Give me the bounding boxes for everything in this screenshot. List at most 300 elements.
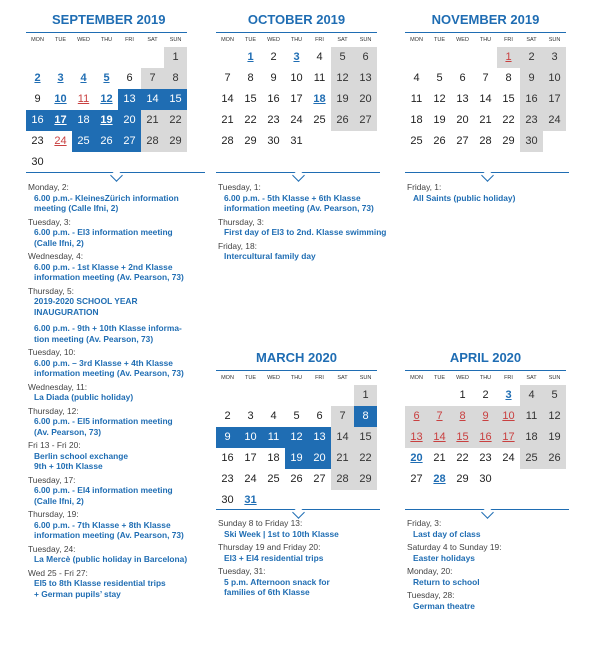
day-grid (26, 47, 187, 173)
day-cell: 3 (293, 51, 300, 63)
day-cell: 20 (456, 114, 469, 126)
day-cell: 14 (479, 93, 492, 105)
day-cell: 29 (456, 473, 469, 485)
day-cell: 15 (354, 427, 377, 448)
day-cell: 7 (224, 72, 231, 84)
day-cell: 27 (354, 110, 377, 131)
event-description: 5 p.m. Afternoon snack for (224, 576, 330, 587)
day-cell: 15 (164, 89, 187, 110)
day-cell: 17 (543, 89, 566, 110)
day-cell: 20 (354, 89, 377, 110)
event-date: Tuesday, 10: (28, 347, 76, 357)
calendar-march (216, 350, 377, 511)
event-description: information meeting (Av. Pearson, 73) (224, 203, 374, 213)
day-cell: 28 (479, 135, 492, 147)
event-date: Thursday, 12: (28, 405, 79, 416)
event-date: Thursday, 5: (28, 285, 74, 296)
event-date: Friday, 18: (218, 240, 257, 251)
empty-day-cell (474, 47, 497, 68)
day-grid (216, 47, 377, 152)
day-cell: 21 (331, 448, 354, 469)
day-cell: 12 (433, 93, 446, 105)
event-date: Monday, 2: (28, 182, 69, 192)
event-description: 6.00 p.m. - EI3 information meeting (34, 227, 173, 237)
day-cell: 15 (502, 93, 515, 105)
empty-day-cell (451, 47, 474, 68)
event-item (407, 590, 587, 611)
week-row (405, 110, 566, 131)
day-cell: 26 (95, 131, 118, 152)
event-item (28, 406, 228, 438)
event-description: EI5 to 8th Klasse residential trips (34, 578, 166, 588)
event-description: information meeting (Av. Pearson, 73) (34, 368, 184, 378)
week-row (26, 68, 187, 89)
weekday-label: FRI (504, 37, 513, 43)
day-cell: 16 (26, 110, 49, 131)
empty-day-cell (118, 152, 141, 173)
weekday-label: SAT (337, 37, 348, 43)
day-cell: 4 (413, 72, 420, 84)
day-cell: 23 (31, 135, 44, 147)
event-item (28, 251, 228, 283)
weekday-label: SUN (169, 37, 182, 43)
day-cell: 25 (410, 135, 423, 147)
day-cell: 17 (244, 452, 257, 464)
calendar-october (216, 12, 377, 152)
day-cell: 15 (244, 93, 257, 105)
day-cell: 5 (103, 72, 110, 84)
day-cell: 6 (405, 406, 428, 427)
empty-day-cell (428, 385, 451, 406)
event-description: 6.00 p.m.- KleinesZürich information (34, 192, 179, 203)
day-cell: 3 (543, 47, 566, 68)
event-description: + German pupils’ stay (34, 588, 121, 599)
empty-day-cell (405, 47, 428, 68)
day-cell: 6 (126, 72, 133, 84)
event-item (28, 286, 228, 345)
empty-day-cell (308, 131, 331, 152)
empty-day-cell (331, 490, 354, 511)
day-cell: 5 (543, 385, 566, 406)
event-description: Last day of class (413, 528, 481, 539)
day-cell: 13 (118, 89, 141, 110)
day-cell: 13 (405, 427, 428, 448)
day-cell: 5 (436, 72, 443, 84)
empty-day-cell (405, 385, 428, 406)
empty-day-cell (216, 385, 239, 406)
weekday-label: SAT (337, 375, 348, 381)
day-cell: 16 (520, 89, 543, 110)
event-description: EI3 + EI4 residential trips (224, 552, 324, 563)
event-date: Tuesday, 31: (218, 566, 266, 576)
event-description: meeting (Calle Ifni, 2) (34, 203, 119, 213)
empty-day-cell (262, 490, 285, 511)
event-description: Return to school (413, 576, 480, 587)
weekday-label: THU (479, 375, 492, 381)
event-description: All Saints (public holiday) (413, 192, 516, 203)
day-cell: 27 (410, 473, 423, 485)
event-date: Friday, 1: (407, 182, 442, 192)
event-item (28, 382, 228, 403)
day-cell: 31 (290, 135, 303, 147)
day-cell: 2 (270, 51, 277, 63)
event-date: Monday, 20: (407, 566, 453, 576)
event-description: 9th + 10th Klasse (34, 461, 103, 471)
weekday-label: MON (31, 37, 44, 43)
day-cell: 30 (479, 473, 492, 485)
event-item (28, 544, 228, 565)
weekday-header (216, 32, 377, 47)
weekday-header (405, 32, 566, 47)
weekday-label: MON (221, 37, 234, 43)
empty-day-cell (118, 47, 141, 68)
day-cell: 11 (410, 93, 423, 105)
day-cell: 18 (267, 452, 280, 464)
event-date: Saturday 4 to Sunday 19: (407, 542, 502, 552)
day-cell: 5 (331, 47, 354, 68)
event-item (28, 182, 228, 214)
week-row (405, 469, 566, 490)
month-title: OCTOBER 2019 (247, 12, 346, 27)
day-cell: 29 (164, 131, 187, 152)
event-description: 6.00 p.m. - 1st Klasse + 2nd Klasse (34, 261, 173, 272)
event-description: INAUGURATION (34, 306, 99, 317)
day-cell: 10 (54, 93, 67, 105)
event-description: Berlin school exchange (34, 450, 129, 461)
day-cell: 22 (164, 110, 187, 131)
week-row (216, 131, 377, 152)
day-cell: 24 (244, 473, 257, 485)
day-cell: 3 (505, 389, 512, 401)
event-item (407, 566, 587, 587)
week-row (405, 131, 566, 152)
day-cell: 16 (221, 452, 234, 464)
event-item (28, 509, 228, 541)
empty-day-cell (354, 131, 377, 152)
weekday-label: FRI (315, 37, 324, 43)
day-cell: 7 (482, 72, 489, 84)
day-cell: 11 (313, 72, 326, 84)
day-cell: 27 (313, 473, 326, 485)
day-cell: 26 (433, 135, 446, 147)
day-cell: 27 (456, 135, 469, 147)
day-cell: 24 (543, 110, 566, 131)
day-cell: 2 (520, 47, 543, 68)
day-cell: 28 (331, 469, 354, 490)
event-description: German theatre (413, 600, 475, 611)
day-cell: 11 (77, 93, 90, 105)
day-cell: 19 (331, 89, 354, 110)
event-date: Tuesday, 3: (28, 216, 71, 227)
weekday-label: TUE (434, 375, 445, 381)
week-row (26, 131, 187, 152)
event-description: 6.00 p.m. - 5th Klasse + 6th Klasse (224, 192, 361, 203)
empty-day-cell (141, 152, 164, 173)
day-cell: 25 (313, 114, 326, 126)
event-date: Wednesday, 11: (28, 381, 88, 392)
week-row (405, 448, 566, 469)
day-cell: 28 (433, 473, 446, 485)
day-grid (405, 385, 566, 490)
day-cell: 29 (244, 135, 257, 147)
week-row (216, 68, 377, 89)
month-title: NOVEMBER 2019 (431, 12, 540, 27)
event-item (28, 440, 228, 472)
weekday-header (405, 370, 566, 385)
event-description: 6.00 p.m. - 7th Klasse + 8th Klasse (34, 519, 171, 530)
day-cell: 7 (141, 68, 164, 89)
week-row (216, 89, 377, 110)
day-cell: 13 (354, 68, 377, 89)
event-item (218, 518, 398, 539)
event-date: Sunday 8 to Friday 13: (218, 518, 303, 528)
week-row (26, 110, 187, 131)
week-row (216, 47, 377, 68)
empty-day-cell (331, 131, 354, 152)
week-row (405, 89, 566, 110)
day-cell: 3 (247, 410, 254, 422)
event-description: (Av. Pearson, 73) (34, 426, 102, 437)
day-cell: 20 (118, 110, 141, 131)
event-description: tion meeting (Av. Pearson, 73) (34, 333, 154, 344)
month-title: APRIL 2020 (449, 350, 522, 365)
event-date: Tuesday, 17: (28, 474, 76, 485)
day-cell: 21 (141, 110, 164, 131)
day-cell: 1 (354, 385, 377, 406)
empty-day-cell (95, 47, 118, 68)
empty-day-cell (216, 47, 239, 68)
day-cell: 10 (497, 406, 520, 427)
event-item (28, 475, 228, 507)
day-cell: 22 (354, 448, 377, 469)
day-grid (216, 385, 377, 511)
event-description: (Calle Ifni, 2) (34, 237, 84, 248)
event-description: Ski Week | 1st to 10th Klasse (224, 528, 339, 539)
day-cell: 4 (316, 51, 323, 63)
day-cell: 12 (285, 427, 308, 448)
day-cell: 10 (239, 427, 262, 448)
empty-day-cell (497, 469, 520, 490)
weekday-label: TUE (245, 37, 256, 43)
day-cell: 2 (482, 389, 489, 401)
empty-day-cell (331, 385, 354, 406)
day-cell: 20 (410, 452, 423, 464)
weekday-label: MON (410, 37, 423, 43)
weekday-label: TUE (245, 375, 256, 381)
day-cell: 30 (221, 494, 234, 506)
week-row (216, 110, 377, 131)
week-row (405, 427, 566, 448)
day-cell: 22 (502, 114, 515, 126)
weekday-label: FRI (504, 375, 513, 381)
empty-day-cell (262, 385, 285, 406)
empty-day-cell (308, 385, 331, 406)
day-cell: 30 (267, 135, 280, 147)
day-cell: 3 (57, 72, 64, 84)
weekday-label: MON (221, 375, 234, 381)
weekday-label: MON (410, 375, 423, 381)
day-cell: 9 (216, 427, 239, 448)
event-description: 6.00 p.m. - 9th + 10th Klasse informa- (34, 323, 182, 333)
day-cell: 5 (293, 410, 300, 422)
day-cell: 18 (313, 93, 326, 105)
event-description: 6.00 p.m. - EI4 information meeting (34, 485, 173, 495)
weekday-label: WED (456, 37, 469, 43)
event-date: Thursday 19 and Friday 20: (218, 542, 321, 552)
day-cell: 31 (244, 494, 257, 506)
event-item (218, 241, 418, 262)
events-april (407, 518, 587, 614)
weekday-label: WED (456, 375, 469, 381)
day-cell: 19 (543, 427, 566, 448)
day-cell: 18 (520, 427, 543, 448)
event-description: La Mercè (public holiday in Barcelona) (34, 554, 188, 564)
day-cell: 7 (331, 406, 354, 427)
events-september (28, 182, 228, 602)
empty-day-cell (141, 47, 164, 68)
empty-day-cell (72, 152, 95, 173)
day-cell: 19 (433, 114, 446, 126)
day-cell: 15 (451, 427, 474, 448)
event-date: Wed 25 - Fri 27: (28, 567, 88, 578)
day-cell: 23 (221, 473, 234, 485)
week-row (216, 469, 377, 490)
day-cell: 25 (72, 131, 95, 152)
weekday-label: THU (290, 37, 303, 43)
day-cell: 24 (290, 114, 303, 126)
day-cell: 17 (497, 427, 520, 448)
day-cell: 11 (262, 427, 285, 448)
weekday-label: SAT (147, 37, 158, 43)
weekday-header (26, 32, 187, 47)
calendar-november (405, 12, 566, 152)
event-description: families of 6th Klasse (224, 587, 310, 597)
day-cell: 1 (247, 51, 254, 63)
day-cell: 14 (141, 89, 164, 110)
day-cell: 4 (80, 72, 87, 84)
day-cell: 25 (267, 473, 280, 485)
events-march (218, 518, 398, 601)
day-cell: 22 (244, 114, 257, 126)
weekday-label: TUE (55, 37, 66, 43)
empty-day-cell (543, 131, 566, 152)
empty-day-cell (428, 47, 451, 68)
day-cell: 19 (285, 448, 308, 469)
section-divider (26, 172, 205, 180)
day-cell: 14 (428, 427, 451, 448)
weekday-label: SAT (526, 375, 537, 381)
week-row (216, 448, 377, 469)
day-cell: 11 (520, 406, 543, 427)
weekday-header (216, 370, 377, 385)
event-item (218, 182, 418, 214)
day-cell: 29 (354, 469, 377, 490)
day-cell: 26 (290, 473, 303, 485)
day-cell: 18 (72, 110, 95, 131)
day-cell: 8 (247, 72, 254, 84)
day-cell: 8 (451, 406, 474, 427)
event-description: Intercultural family day (224, 251, 316, 261)
day-cell: 8 (505, 72, 512, 84)
day-cell: 12 (331, 68, 354, 89)
day-cell: 17 (49, 110, 72, 131)
day-cell: 1 (164, 47, 187, 68)
month-title: MARCH 2020 (256, 350, 337, 365)
empty-day-cell (354, 490, 377, 511)
day-cell: 21 (221, 114, 234, 126)
day-cell: 8 (164, 68, 187, 89)
day-cell: 29 (502, 135, 515, 147)
day-cell: 17 (290, 93, 303, 105)
day-cell: 12 (100, 93, 113, 105)
day-cell: 23 (267, 114, 280, 126)
event-date: Friday, 3: (407, 518, 442, 528)
day-cell: 24 (502, 452, 515, 464)
week-row (26, 152, 187, 173)
weekday-label: WED (267, 375, 280, 381)
empty-day-cell (72, 47, 95, 68)
day-cell: 1 (459, 389, 466, 401)
event-description: 6.00 p.m. – 3rd Klasse + 4th Klasse (34, 357, 173, 368)
day-cell: 13 (456, 93, 469, 105)
weekday-label: WED (267, 37, 280, 43)
week-row (405, 68, 566, 89)
weekday-label: WED (77, 37, 90, 43)
day-cell: 10 (290, 72, 303, 84)
events-november (407, 182, 587, 206)
weekday-label: SUN (359, 375, 372, 381)
week-row (26, 89, 187, 110)
event-item (407, 518, 587, 539)
month-title: SEPTEMBER 2019 (52, 12, 166, 27)
calendar-september (26, 12, 187, 173)
weekday-label: SUN (548, 375, 561, 381)
event-description: information meeting (Av. Pearson, 73) (34, 272, 184, 282)
day-cell: 26 (543, 448, 566, 469)
event-description: (Calle Ifni, 2) (34, 495, 84, 506)
day-cell: 1 (497, 47, 520, 68)
day-cell: 7 (428, 406, 451, 427)
day-cell: 6 (316, 410, 323, 422)
events-october (218, 182, 418, 265)
day-cell: 18 (410, 114, 423, 126)
day-cell: 14 (331, 427, 354, 448)
week-row (405, 47, 566, 68)
week-row (405, 385, 566, 406)
event-date: Tuesday, 24: (28, 543, 76, 554)
empty-day-cell (239, 385, 262, 406)
day-cell: 4 (270, 410, 277, 422)
day-cell: 8 (354, 406, 377, 427)
section-divider (405, 172, 569, 180)
day-cell: 10 (543, 68, 566, 89)
week-row (405, 406, 566, 427)
day-cell: 16 (267, 93, 280, 105)
weekday-label: THU (290, 375, 303, 381)
empty-day-cell (49, 47, 72, 68)
event-item (218, 566, 398, 598)
day-cell: 28 (141, 131, 164, 152)
event-item (407, 182, 587, 203)
day-cell: 9 (270, 72, 277, 84)
empty-day-cell (285, 385, 308, 406)
weekday-label: SAT (526, 37, 537, 43)
weekday-label: FRI (125, 37, 134, 43)
day-cell: 9 (34, 93, 41, 105)
empty-day-cell (520, 469, 543, 490)
empty-day-cell (308, 490, 331, 511)
week-row (216, 427, 377, 448)
